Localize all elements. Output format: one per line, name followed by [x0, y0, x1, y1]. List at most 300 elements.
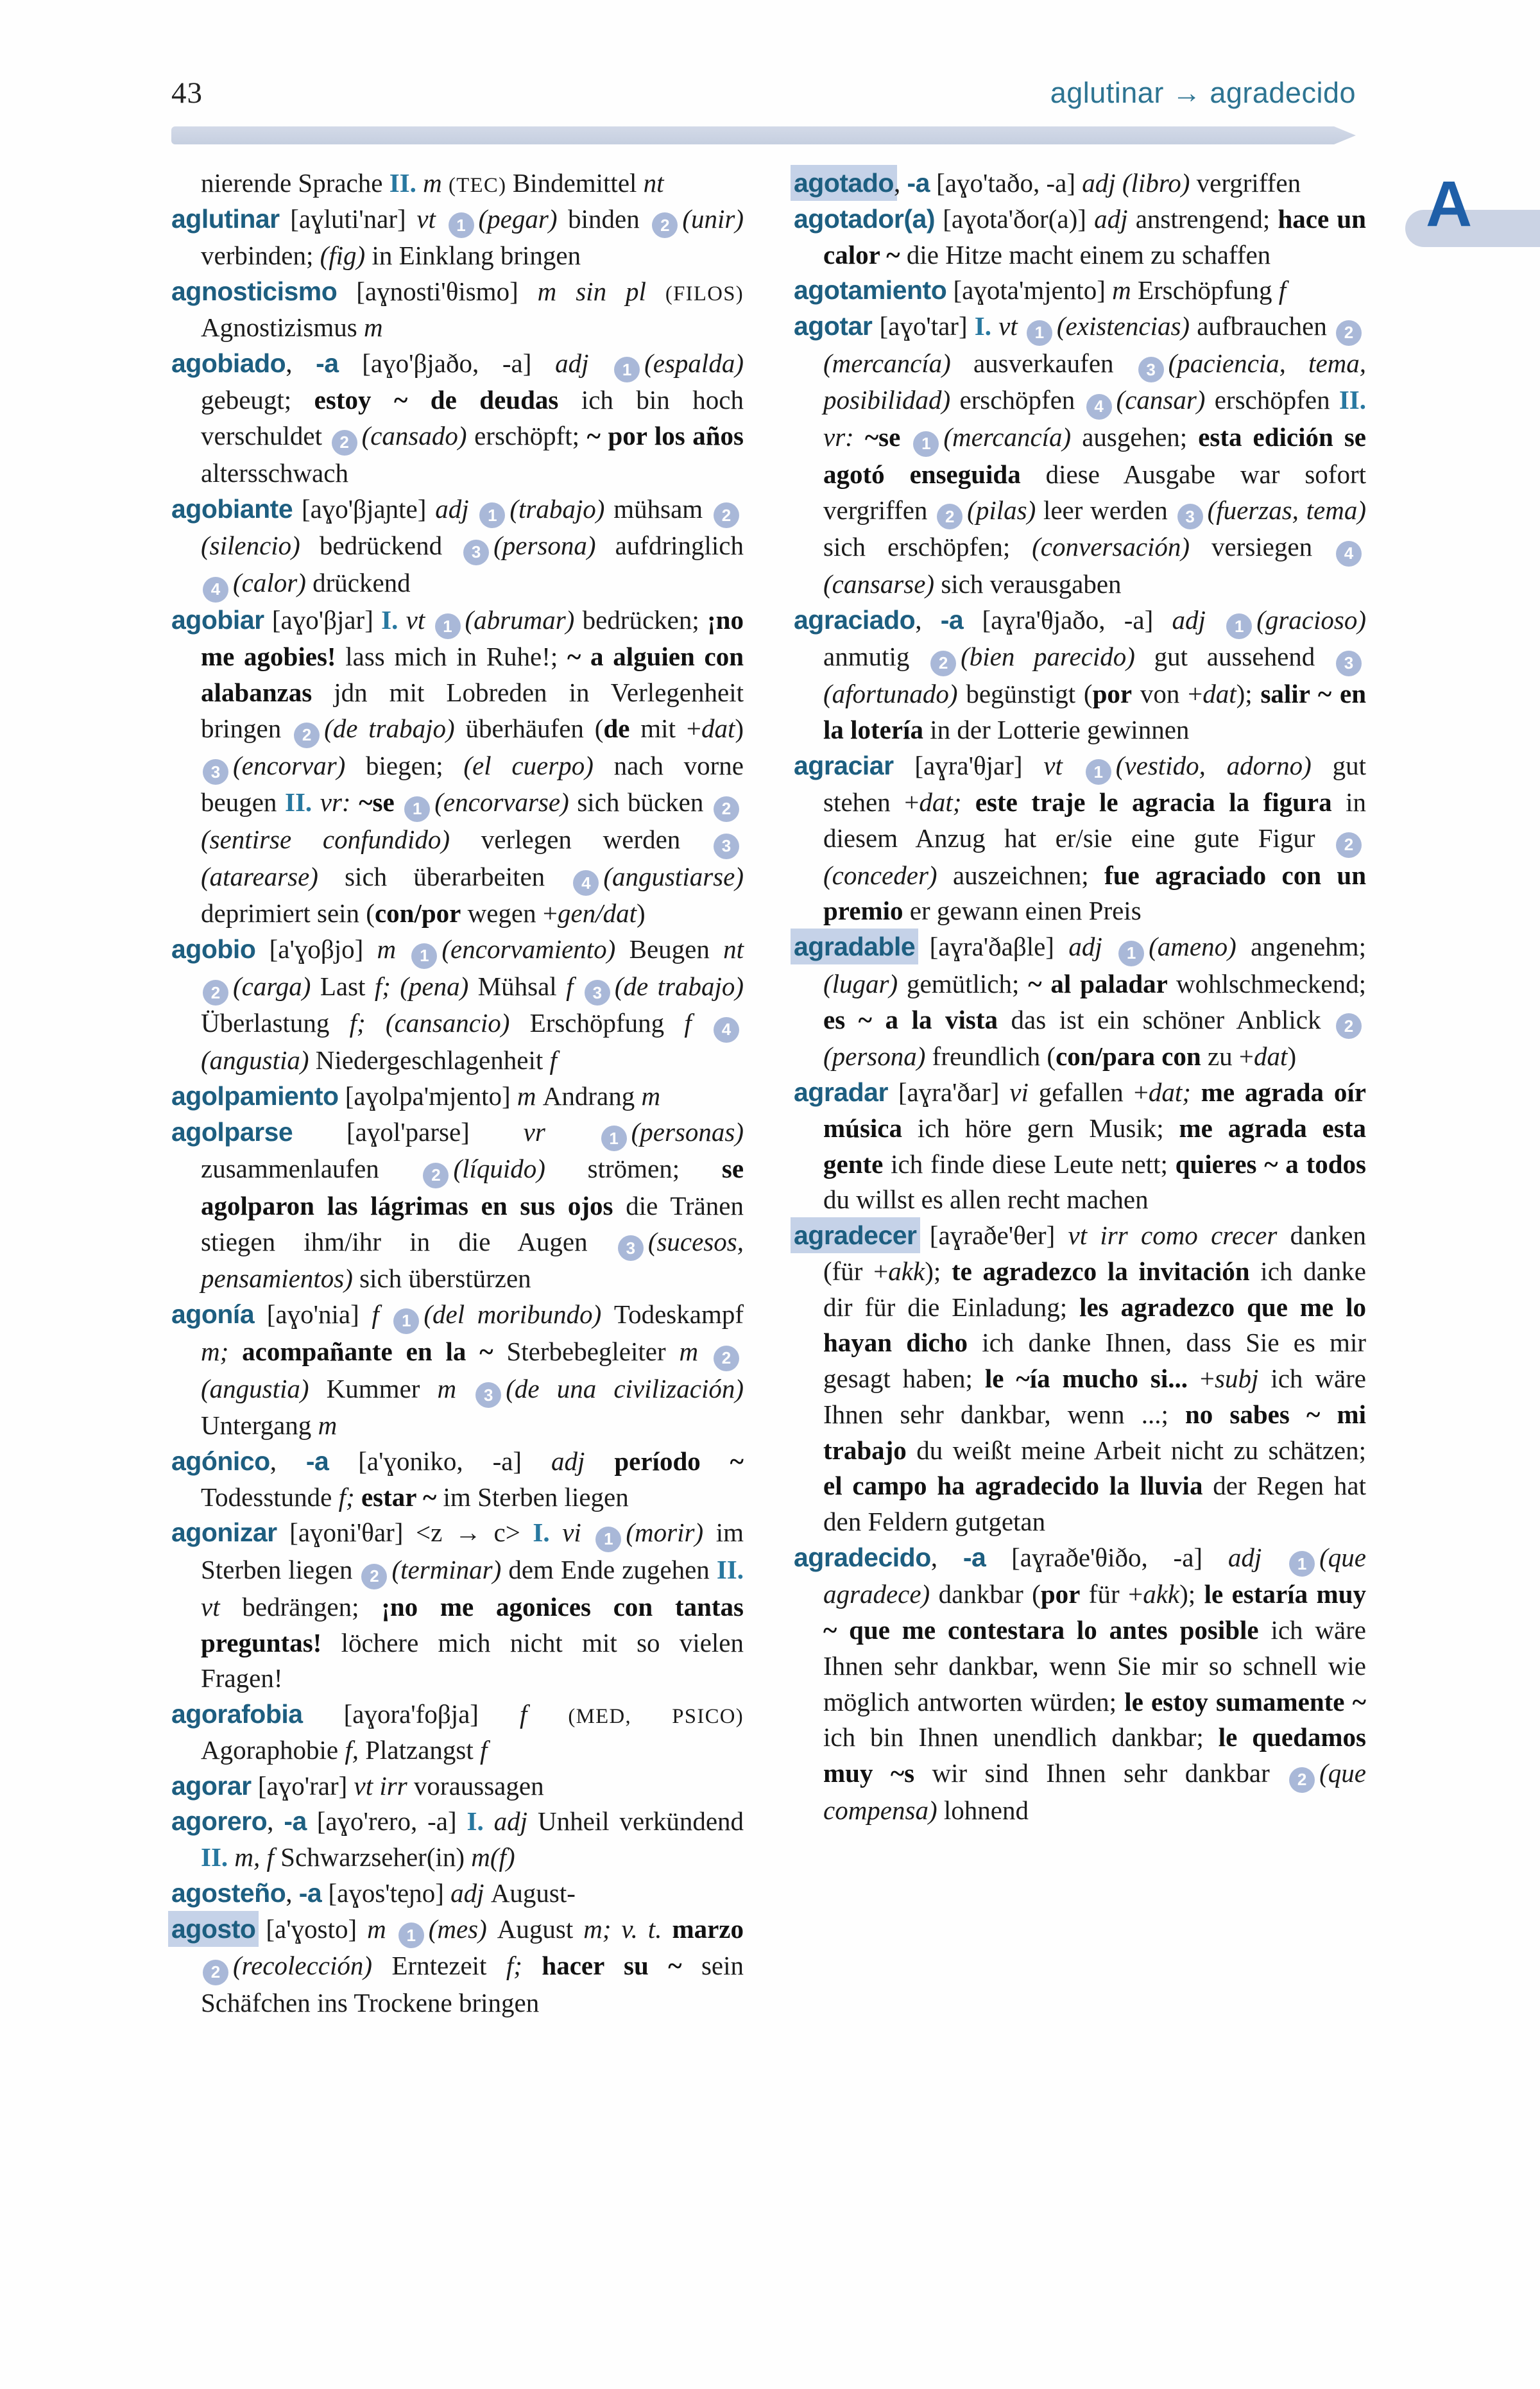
thumb-index-letter: A — [1426, 168, 1473, 240]
headword: agobio — [171, 934, 256, 964]
headword: agradar — [794, 1077, 888, 1107]
translation-text: , — [930, 1542, 963, 1572]
example-phrase: por — [1040, 1579, 1081, 1609]
grammar-or-gloss: (conceder) — [823, 860, 953, 890]
example-phrase: le quedamos muy ~s — [823, 1722, 1366, 1788]
roman-numeral: I. — [533, 1518, 563, 1548]
example-phrase: les agradezco que me lo hayan dicho — [823, 1292, 1367, 1358]
translation-text: , — [286, 348, 316, 378]
translation-text: der Regen hat den Feldern gutgetan — [823, 1471, 1366, 1536]
roman-numeral: I. — [381, 604, 406, 635]
sense-number-badge: 4 — [1336, 541, 1362, 567]
grammar-or-gloss: (encorvamiento) — [441, 934, 629, 964]
translation-text: deprimiert sein ( — [201, 898, 375, 929]
translation-text: Andrang — [542, 1081, 642, 1111]
sense-number-badge: 1 — [435, 613, 461, 639]
translation-text: [aɣol'parse] — [293, 1117, 524, 1147]
translation-text: vergriffen — [1196, 168, 1301, 198]
translation-text: ich bin hoch verschuldet — [201, 385, 744, 451]
grammar-or-gloss: (ameno) — [1149, 932, 1251, 962]
header-rule-arrow-bar — [171, 126, 1356, 144]
grammar-or-gloss: m — [437, 1373, 474, 1403]
roman-numeral: II. — [201, 1842, 235, 1872]
translation-text: ) — [735, 713, 744, 743]
translation-text: freundlich ( — [932, 1041, 1056, 1072]
grammar-or-gloss: (terminar) — [391, 1555, 509, 1585]
grammar-or-gloss: (que compensa) — [823, 1758, 1366, 1825]
grammar-or-gloss: (encorvarse) — [434, 787, 578, 818]
translation-text: Agoraphobie — [201, 1734, 345, 1765]
example-phrase: te agradezco la invitación — [951, 1256, 1261, 1286]
entry-continuation — [171, 166, 744, 201]
sense-number-badge: 4 — [1086, 394, 1112, 420]
grammar-or-gloss: adj — [551, 1446, 615, 1476]
example-phrase: este traje le agracia la figura — [975, 787, 1346, 818]
grammar-or-gloss: m — [367, 1914, 397, 1944]
translation-text: anmutig — [823, 642, 929, 672]
grammar-or-gloss: (conversación) — [1032, 532, 1211, 562]
translation-text: [aɣraðe'θer] — [916, 1220, 1068, 1250]
translation-text: [aɣo'rar] — [251, 1770, 354, 1801]
dictionary-entry — [171, 1876, 744, 1912]
sense-number-badge: 2 — [203, 1960, 228, 1985]
translation-text: bedrängen; — [242, 1591, 382, 1622]
translation-text: , — [286, 1878, 299, 1908]
grammar-or-gloss: vt — [416, 203, 447, 234]
dictionary-entry — [171, 1115, 744, 1297]
headword: agotamiento — [794, 275, 947, 305]
translation-text: [aɣnosti'θismo] — [337, 277, 538, 307]
grammar-or-gloss: (fuerzas, tema) — [1207, 495, 1367, 525]
translation-text: Todesstunde — [201, 1482, 339, 1512]
example-phrase: ¡no me agonices con tantas preguntas! — [201, 1591, 744, 1657]
sense-number-badge: 1 — [393, 1308, 419, 1334]
headword: agnosticismo — [171, 277, 338, 307]
translation-text: ich finde diese Leute nett; — [891, 1149, 1176, 1179]
dictionary-entry — [171, 603, 744, 932]
grammar-or-gloss: vt irr como crecer — [1068, 1220, 1290, 1250]
translation-text: [aɣoni'θar] <z → c> — [277, 1518, 533, 1548]
example-phrase: ~ al paladar — [1028, 968, 1176, 998]
grammar-or-gloss: (abrumar) — [465, 604, 583, 635]
dictionary-entry — [171, 1079, 744, 1115]
example-phrase: hace un calor ~ — [823, 203, 1366, 270]
dictionary-entry — [794, 1540, 1366, 1829]
grammar-or-gloss: adj — [493, 1806, 538, 1837]
translation-text: [aɣra'θjar] — [893, 750, 1044, 780]
subject-label: (FILOS) — [665, 282, 744, 306]
roman-numeral: I. — [466, 1806, 494, 1837]
example-phrase: de — [603, 713, 630, 743]
translation-text: erschöpft; — [474, 421, 587, 451]
translation-text: sich überarbeiten — [345, 861, 572, 891]
headword: agraciado — [794, 604, 916, 635]
translation-text: ) — [1287, 1041, 1297, 1072]
grammar-or-gloss: (mercancía) — [823, 348, 973, 378]
sense-number-badge: 3 — [1138, 357, 1164, 382]
translation-text: du willst es allen recht machen — [823, 1185, 1149, 1215]
example-phrase: me agrada oír música — [823, 1077, 1366, 1143]
translation-text: ich wäre Ihnen sehr dankbar, wenn Sie mir so schnell wie möglich antworten würden; — [823, 1615, 1367, 1717]
translation-text: [a'ɣoβjo] — [255, 934, 377, 964]
example-phrase: le ~ía mucho si... — [984, 1364, 1200, 1393]
grammar-or-gloss: f; — [506, 1951, 542, 1981]
dictionary-entry — [171, 1444, 744, 1516]
sense-number-badge: 2 — [652, 212, 678, 238]
grammar-or-gloss: vi — [1009, 1077, 1039, 1107]
grammar-or-gloss: m, f — [234, 1842, 281, 1872]
headword: agobiado — [171, 348, 286, 378]
translation-text: Sterbebegleiter — [506, 1336, 680, 1366]
subject-label: (MED, PSICO) — [568, 1705, 744, 1729]
translation-text: wir sind Ihnen sehr dankbar — [932, 1758, 1288, 1788]
grammar-or-gloss: vr — [523, 1117, 599, 1147]
grammar-or-gloss: m — [364, 312, 383, 342]
roman-numeral: I. — [974, 311, 999, 341]
grammar-or-gloss: (lugar) — [823, 968, 907, 998]
translation-text: [aɣota'ðor(a)] — [935, 203, 1095, 234]
grammar-or-gloss: (existencias) — [1056, 311, 1197, 341]
grammar-or-gloss: (que agradece) — [823, 1542, 1366, 1609]
grammar-or-gloss: (espalda) — [644, 348, 744, 378]
translation-text: Erschöpfung — [1137, 275, 1279, 305]
sense-number-badge: 1 — [1226, 613, 1252, 639]
example-phrase: hacer su ~ — [542, 1951, 701, 1981]
dictionary-entry — [171, 274, 744, 346]
grammar-or-gloss: dat — [701, 713, 735, 743]
sense-number-badge: 1 — [595, 1527, 621, 1552]
translation-text: Beugen — [629, 934, 724, 964]
sense-number-badge: 3 — [1177, 504, 1203, 529]
grammar-or-gloss: (personas) — [631, 1117, 744, 1147]
dictionary-entry — [171, 932, 744, 1079]
example-phrase: no sabes ~ mi trabajo — [823, 1399, 1366, 1465]
translation-text: verbinden; — [201, 241, 320, 271]
grammar-or-gloss: adj — [555, 348, 613, 378]
headword: agobiante — [171, 493, 293, 524]
headword: agotador(a) — [794, 203, 935, 234]
translation-text: , — [893, 168, 907, 198]
translation-text: für + — [1080, 1579, 1143, 1609]
grammar-or-gloss: vt — [1043, 750, 1084, 780]
headword: agolpamiento — [171, 1081, 339, 1111]
translation-text: er gewann einen Preis — [909, 896, 1142, 926]
translation-text: im Sterben liegen — [201, 1518, 744, 1585]
sense-number-badge: 2 — [332, 430, 357, 456]
grammar-or-gloss: adj — [450, 1878, 491, 1908]
roman-numeral: II. — [389, 168, 424, 198]
sense-number-badge: 2 — [937, 504, 963, 529]
guide-words: aglutinar → agradecido — [1050, 76, 1356, 109]
dictionary-entry — [794, 201, 1366, 273]
example-phrase: con/para con — [1056, 1041, 1201, 1072]
translation-text: [a'ɣosto] — [255, 1914, 368, 1944]
page-header — [171, 76, 1356, 110]
grammar-or-gloss: (morir) — [626, 1518, 716, 1548]
sense-number-badge: 3 — [1336, 651, 1362, 676]
translation-text: Platzangst — [365, 1734, 480, 1765]
grammar-or-gloss: f — [480, 1734, 488, 1765]
sense-number-badge: 2 — [294, 723, 320, 748]
grammar-or-gloss: (angustia) — [201, 1373, 327, 1403]
grammar-or-gloss: (pegar) — [478, 203, 569, 234]
translation-text: verlegen werden — [481, 824, 712, 854]
sense-number-badge: 2 — [1336, 320, 1362, 346]
dictionary-entry — [171, 492, 744, 603]
sense-number-badge: 2 — [1336, 832, 1362, 858]
translation-text: Last — [320, 971, 375, 1001]
headword: agradable — [794, 932, 916, 962]
grammar-or-gloss: f — [372, 1299, 392, 1330]
grammar-or-gloss: akk — [1143, 1579, 1180, 1609]
grammar-or-gloss: vt — [406, 604, 433, 635]
example-phrase: acompañante en la ~ — [242, 1336, 507, 1366]
translation-text: [aɣo'tar] — [872, 311, 975, 341]
headword: agotar — [794, 311, 873, 341]
sense-number-badge: 2 — [714, 1346, 739, 1371]
translation-text: August- — [490, 1878, 576, 1908]
sense-number-badge: 2 — [1289, 1767, 1315, 1793]
grammar-or-gloss: vt irr — [354, 1770, 414, 1801]
headword: agosto — [171, 1914, 256, 1944]
translation-text: [aɣra'ðaβle] — [915, 932, 1069, 962]
translation-text: mit + — [629, 713, 701, 743]
translation-text: bedrücken; — [582, 604, 708, 635]
example-phrase: se agolparon las lágrimas en sus ojos — [201, 1154, 744, 1220]
grammar-or-gloss: (pilas) — [967, 495, 1043, 525]
grammar-or-gloss: (angustiarse) — [603, 861, 744, 891]
headword: -a — [316, 348, 339, 378]
translation-text: gebeugt; — [201, 385, 314, 415]
example-phrase: ~ por los años — [586, 421, 744, 451]
sense-number-badge: 1 — [601, 1126, 627, 1151]
sense-number-badge: 1 — [1118, 941, 1144, 966]
translation-text: [aɣolpa'mjento] — [338, 1081, 517, 1111]
translation-text: strömen; — [587, 1154, 722, 1184]
translation-text: anstrengend; — [1135, 203, 1278, 234]
translation-text: jdn mit Lobreden in Verlegenheit bringen — [201, 678, 744, 743]
subject-label: (TEC) — [448, 174, 513, 197]
grammar-or-gloss: dat; — [919, 787, 975, 818]
sense-number-badge: 2 — [930, 651, 956, 676]
grammar-or-gloss: (trabajo) — [509, 493, 614, 524]
example-phrase: ~se — [359, 787, 403, 818]
grammar-or-gloss: m — [517, 1081, 543, 1111]
grammar-or-gloss: m — [1112, 275, 1138, 305]
translation-text: sich verausgaben — [941, 569, 1122, 599]
translation-text: danken (für + — [823, 1220, 1366, 1286]
translation-text: Kummer — [326, 1373, 438, 1403]
example-phrase: ~ a alguien con alabanzas — [201, 642, 744, 708]
dictionary-entry — [794, 748, 1366, 930]
grammar-or-gloss: vr: — [823, 422, 865, 452]
translation-text: ); — [925, 1256, 952, 1286]
grammar-or-gloss: (mes) — [428, 1914, 497, 1944]
translation-text: angenehm; — [1251, 932, 1366, 962]
translation-text: lohnend — [943, 1795, 1029, 1825]
grammar-or-gloss: (recolección) — [233, 1951, 392, 1981]
grammar-or-gloss: f — [519, 1699, 569, 1729]
dictionary-entry — [171, 1912, 744, 2021]
headword: agradecido — [794, 1542, 931, 1572]
headword: -a — [284, 1806, 307, 1837]
translation-text: versiegen — [1211, 532, 1335, 562]
headword: -a — [940, 604, 964, 635]
grammar-or-gloss: (de trabajo) — [614, 971, 744, 1001]
example-phrase: quieres ~ a todos — [1175, 1149, 1366, 1179]
translation-text: sich erschöpfen; — [823, 532, 1032, 562]
sense-number-badge: 1 — [398, 1922, 424, 1948]
translation-text: gefallen + — [1038, 1077, 1149, 1107]
translation-text: Bindemittel — [512, 168, 644, 198]
headword: agolparse — [171, 1117, 293, 1147]
translation-text: Schwarzseher(in) — [280, 1842, 472, 1872]
translation-text: nierende Sprache — [201, 168, 389, 198]
dictionary-entry — [794, 1075, 1366, 1218]
dictionary-entry — [794, 309, 1366, 603]
sense-number-badge: 3 — [618, 1235, 644, 1261]
grammar-or-gloss: m(f) — [471, 1842, 515, 1872]
sense-number-badge: 1 — [913, 431, 939, 457]
translation-text: [aɣora'foβja] — [302, 1699, 520, 1729]
example-phrase: por — [1092, 679, 1133, 708]
headword: agraciar — [794, 750, 894, 780]
grammar-or-gloss: adj — [1068, 932, 1117, 962]
grammar-or-gloss: (vestido, adorno) — [1115, 750, 1333, 780]
headword: agosteño — [171, 1878, 286, 1908]
headword: -a — [298, 1878, 322, 1908]
translation-text: August — [497, 1914, 584, 1944]
translation-text: [aɣota'mjento] — [946, 275, 1113, 305]
sense-number-badge: 1 — [614, 357, 640, 382]
translation-text: Niedergeschlagenheit — [315, 1045, 550, 1075]
translation-text: wohlschmeckend; — [1176, 968, 1366, 998]
example-phrase: le estaría muy ~ que me contestara lo antes posible — [823, 1579, 1366, 1645]
grammar-or-gloss: vt — [201, 1591, 243, 1622]
example-phrase: esta edición se agotó enseguida — [823, 422, 1366, 489]
translation-text: das ist ein schöner Anblick — [1011, 1004, 1334, 1034]
dictionary-entry — [794, 929, 1366, 1075]
translation-text: Überlastung — [201, 1008, 350, 1038]
sense-number-badge: 3 — [714, 834, 739, 859]
headword: agónico — [171, 1446, 270, 1476]
grammar-or-gloss: (carga) — [233, 971, 320, 1001]
translation-text: gemütlich; — [907, 968, 1029, 998]
grammar-or-gloss: (del moribundo) — [424, 1299, 614, 1330]
grammar-or-gloss: f — [566, 971, 583, 1001]
headword: agorero — [171, 1806, 268, 1837]
headword: agonizar — [171, 1518, 277, 1548]
example-phrase: salir ~ en la lotería — [823, 679, 1367, 744]
sense-number-badge: 3 — [475, 1382, 501, 1408]
translation-text: ausgehen; — [1082, 422, 1199, 452]
grammar-or-gloss: m; — [201, 1336, 243, 1366]
dictionary-entry — [794, 603, 1366, 748]
headword: agonía — [171, 1299, 255, 1330]
right-column — [794, 166, 1366, 1829]
example-phrase: marzo — [672, 1914, 744, 1944]
grammar-or-gloss: (persona) — [493, 531, 615, 561]
grammar-or-gloss: (afortunado) — [823, 679, 966, 708]
grammar-or-gloss: dat; — [1148, 1077, 1201, 1107]
translation-text: lass mich in Ruhe!; — [345, 642, 567, 672]
translation-text: sich bücken — [577, 787, 712, 818]
translation-text: gut aussehend — [1154, 642, 1334, 672]
translation-text: aufdringlich — [615, 531, 744, 561]
translation-text: mühsam — [613, 493, 712, 524]
grammar-or-gloss: adj (libro) — [1082, 168, 1197, 198]
grammar-or-gloss: akk — [888, 1256, 925, 1286]
translation-text: erschöpfen — [1214, 385, 1339, 415]
grammar-or-gloss: m sin pl — [537, 277, 665, 307]
grammar-or-gloss: (gracioso) — [1256, 604, 1366, 635]
translation-text: wegen + — [461, 898, 558, 929]
sense-number-badge: 1 — [404, 796, 430, 822]
translation-text: ich höre gern Musik; — [917, 1113, 1179, 1143]
grammar-or-gloss: adj — [1172, 604, 1225, 635]
translation-text: [aɣo'rero, -a] — [306, 1806, 467, 1837]
grammar-or-gloss: adj — [435, 493, 478, 524]
grammar-or-gloss: (unir) — [682, 203, 744, 234]
translation-text: , — [267, 1806, 284, 1837]
dictionary-entry — [171, 1515, 744, 1697]
grammar-or-gloss: vi — [562, 1518, 594, 1548]
grammar-or-gloss: (angustia) — [201, 1045, 316, 1075]
translation-text: von + — [1132, 679, 1203, 708]
grammar-or-gloss: m — [377, 934, 410, 964]
grammar-or-gloss: nt — [643, 168, 664, 198]
sense-number-badge: 3 — [203, 759, 228, 785]
translation-text: Unheil verkündend — [537, 1806, 744, 1837]
dictionary-entry — [171, 1697, 744, 1768]
translation-text: [aɣo'taðo, -a] — [929, 168, 1082, 198]
translation-text: Agnostizismus — [201, 312, 364, 342]
translation-text: [aɣraðe'θiðo, -a] — [986, 1542, 1228, 1572]
dictionary-entry — [794, 1218, 1366, 1540]
grammar-or-gloss: m — [423, 168, 449, 198]
grammar-or-gloss: f — [1278, 275, 1287, 305]
grammar-or-gloss: vt — [998, 311, 1025, 341]
translation-text: [aɣo'βjaɲte] — [293, 493, 436, 524]
translation-text: du weißt meine Arbeit nicht zu schätzen; — [916, 1435, 1367, 1465]
translation-text: dem Ende zugehen — [508, 1555, 717, 1585]
translation-text: die Tränen stiegen ihm/ihr in die Augen — [201, 1190, 744, 1256]
grammar-or-gloss: dat — [1254, 1041, 1288, 1072]
sense-number-badge: 4 — [714, 1017, 739, 1043]
example-phrase: fue agraciado con un premio — [823, 860, 1366, 926]
roman-numeral: II. — [716, 1555, 744, 1585]
translation-text: zu + — [1201, 1041, 1254, 1072]
sense-number-badge: 1 — [1289, 1551, 1315, 1577]
sense-number-badge: 4 — [573, 870, 599, 896]
sense-number-badge: 2 — [203, 980, 228, 1006]
example-phrase: con/por — [374, 898, 461, 929]
translation-text: im Sterben liegen — [443, 1482, 629, 1512]
translation-text: begünstigt ( — [966, 679, 1093, 708]
sense-number-badge: 2 — [1336, 1013, 1362, 1039]
translation-text: gut stehen + — [823, 750, 1366, 818]
roman-numeral: II. — [1339, 385, 1366, 415]
translation-text: ich danke Ihnen, dass Sie es mir gesagt haben; — [823, 1328, 1366, 1393]
grammar-or-gloss: (de trabajo) — [324, 713, 466, 743]
sense-number-badge: 2 — [423, 1163, 449, 1188]
grammar-or-gloss: m — [679, 1336, 712, 1366]
sense-number-badge: 1 — [449, 212, 474, 238]
headword: agradecer — [794, 1220, 917, 1250]
translation-text: Todeskampf — [613, 1299, 744, 1330]
sense-number-badge: 3 — [463, 540, 489, 565]
dictionary-entry — [171, 1297, 744, 1444]
